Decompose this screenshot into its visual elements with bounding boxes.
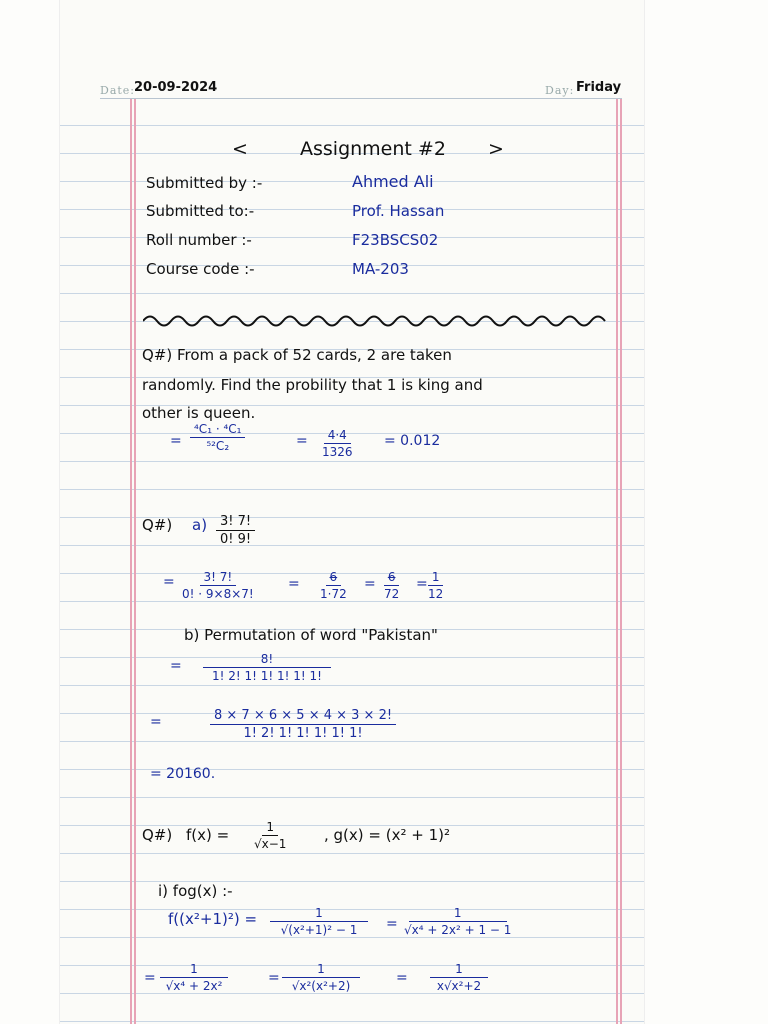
q2-step-4 [424,570,447,601]
day-value: Friday [576,80,622,95]
q2-s3-numerator: 6 [384,570,400,586]
q1-line-1: Q#) From a pack of 52 cards, 2 are taken [142,346,452,364]
q3-s5-equals: = [396,970,408,986]
q3-label: Q#) [142,826,173,844]
submitted-by-value: Ahmed Ali [352,172,434,191]
q1-f2-denominator: 1326 [322,445,353,459]
header-rule [100,98,622,99]
q2-b1-numerator: 8! [203,652,331,668]
q2-s-equals: = [163,574,175,590]
course-code-value: MA-203 [352,260,409,278]
q2-b2-denominator: 1! 2! 1! 1! 1! 1! 1! [243,726,363,741]
q2-s4-numerator: 1 [428,570,444,586]
right-margin-line-inner [620,98,622,1024]
q2-b2-equals: = [150,714,162,730]
q3-part-i: i) fog(x) :- [158,882,233,900]
right-margin-line [616,98,618,1024]
q2-s1-numerator: 3! 7! [200,570,237,586]
date-value: 20-09-2024 [134,80,218,95]
q2-step-1 [178,570,258,601]
course-code-label: Course code :- [146,260,255,278]
q3-fx-fraction [250,820,290,851]
q3-s2-equals: = [386,916,398,932]
q3-fx: f(x) = [186,826,230,844]
q2-a-fraction [216,514,255,547]
q1-f1-numerator: ⁴C₁ · ⁴C₁ [190,422,245,438]
q2-s3-denominator: 72 [384,587,400,601]
q2-s2-equals: = [288,576,300,592]
q1-fraction-combination [190,422,245,453]
q2-s2-numerator: 6 [326,570,342,586]
q3-s4-equals: = [268,970,280,986]
q1-result: = 0.012 [384,433,441,449]
q3-s5-numerator: 1 [430,962,488,978]
q1-equals-1: = [170,433,182,449]
wavy-divider [143,312,613,330]
q3-step-4 [282,962,360,993]
q3-step-3 [160,962,228,993]
left-margin-line-inner [134,98,136,1024]
roll-number-label: Roll number :- [146,231,252,249]
q1-equals-2: = [296,433,308,449]
q3-s2-denominator: √x⁴ + 2x² + 1 − 1 [404,923,512,937]
q2-s2-denominator: 1·72 [320,587,347,601]
q2-part-a: a) [192,516,208,534]
q2-s4-denominator: 12 [428,587,444,601]
q3-s2-numerator: 1 [409,906,507,922]
q3-s1-lhs: f((x²+1)²) = [168,910,258,928]
q3-step-2 [400,906,515,937]
day-label: Day: [545,84,575,97]
q3-s3-numerator: 1 [160,962,228,978]
q1-line-3: other is queen. [142,404,256,422]
date-label: Date: [100,84,136,97]
assignment-title: Assignment #2 [300,138,446,160]
submitted-to-value: Prof. Hassan [352,202,445,220]
q3-fx-numerator: 1 [262,820,278,836]
q3-s5-denominator: x√x²+2 [436,979,482,993]
submitted-to-label: Submitted to:- [146,202,255,220]
q2-s3-equals: = [364,576,376,592]
q1-line-2: randomly. Find the probility that 1 is king and [142,376,483,394]
left-margin-line [130,98,132,1024]
q2-b1-equals: = [170,658,182,674]
q2-b1-fraction [198,652,336,683]
q3-s3-denominator: √x⁴ + 2x² [165,979,223,993]
q2-s1-denominator: 0! · 9×8×7! [182,587,254,601]
q2-b3-result: = 20160. [150,766,216,782]
q2-b2-numerator: 8 × 7 × 6 × 5 × 4 × 3 × 2! [210,708,396,725]
q3-s3-equals: = [144,970,156,986]
q2-b2-fraction [210,708,396,741]
q3-fx-denominator: √x−1 [254,837,287,851]
q2-step-2 [316,570,351,601]
q2-label: Q#) [142,516,173,534]
q3-s1-numerator: 1 [270,906,368,922]
submitted-by-label: Submitted by :- [146,174,263,192]
q3-s4-denominator: √x²(x²+2) [291,979,351,993]
q2-step-3 [380,570,403,601]
q2-a-numerator: 3! 7! [216,514,255,531]
q3-gx: , g(x) = (x² + 1)² [324,826,450,844]
title-left-bracket: < [232,138,248,160]
q3-step-5 [430,962,488,993]
q2-b1-denominator: 1! 2! 1! 1! 1! 1! 1! [211,669,322,683]
q3-step-1 [270,906,368,937]
q2-a-denominator: 0! 9! [220,532,252,547]
q2-s4-equals: = [416,576,428,592]
q2-part-b: b) Permutation of word "Pakistan" [184,626,438,644]
q1-fraction-value [318,428,357,459]
title-right-bracket: > [488,138,504,160]
q3-s1-denominator: √(x²+1)² − 1 [280,923,358,937]
q1-f1-denominator: ⁵²C₂ [206,439,230,453]
roll-number-value: F23BSCS02 [352,231,439,249]
q1-f2-numerator: 4·4 [324,428,351,444]
q3-s4-numerator: 1 [282,962,360,978]
